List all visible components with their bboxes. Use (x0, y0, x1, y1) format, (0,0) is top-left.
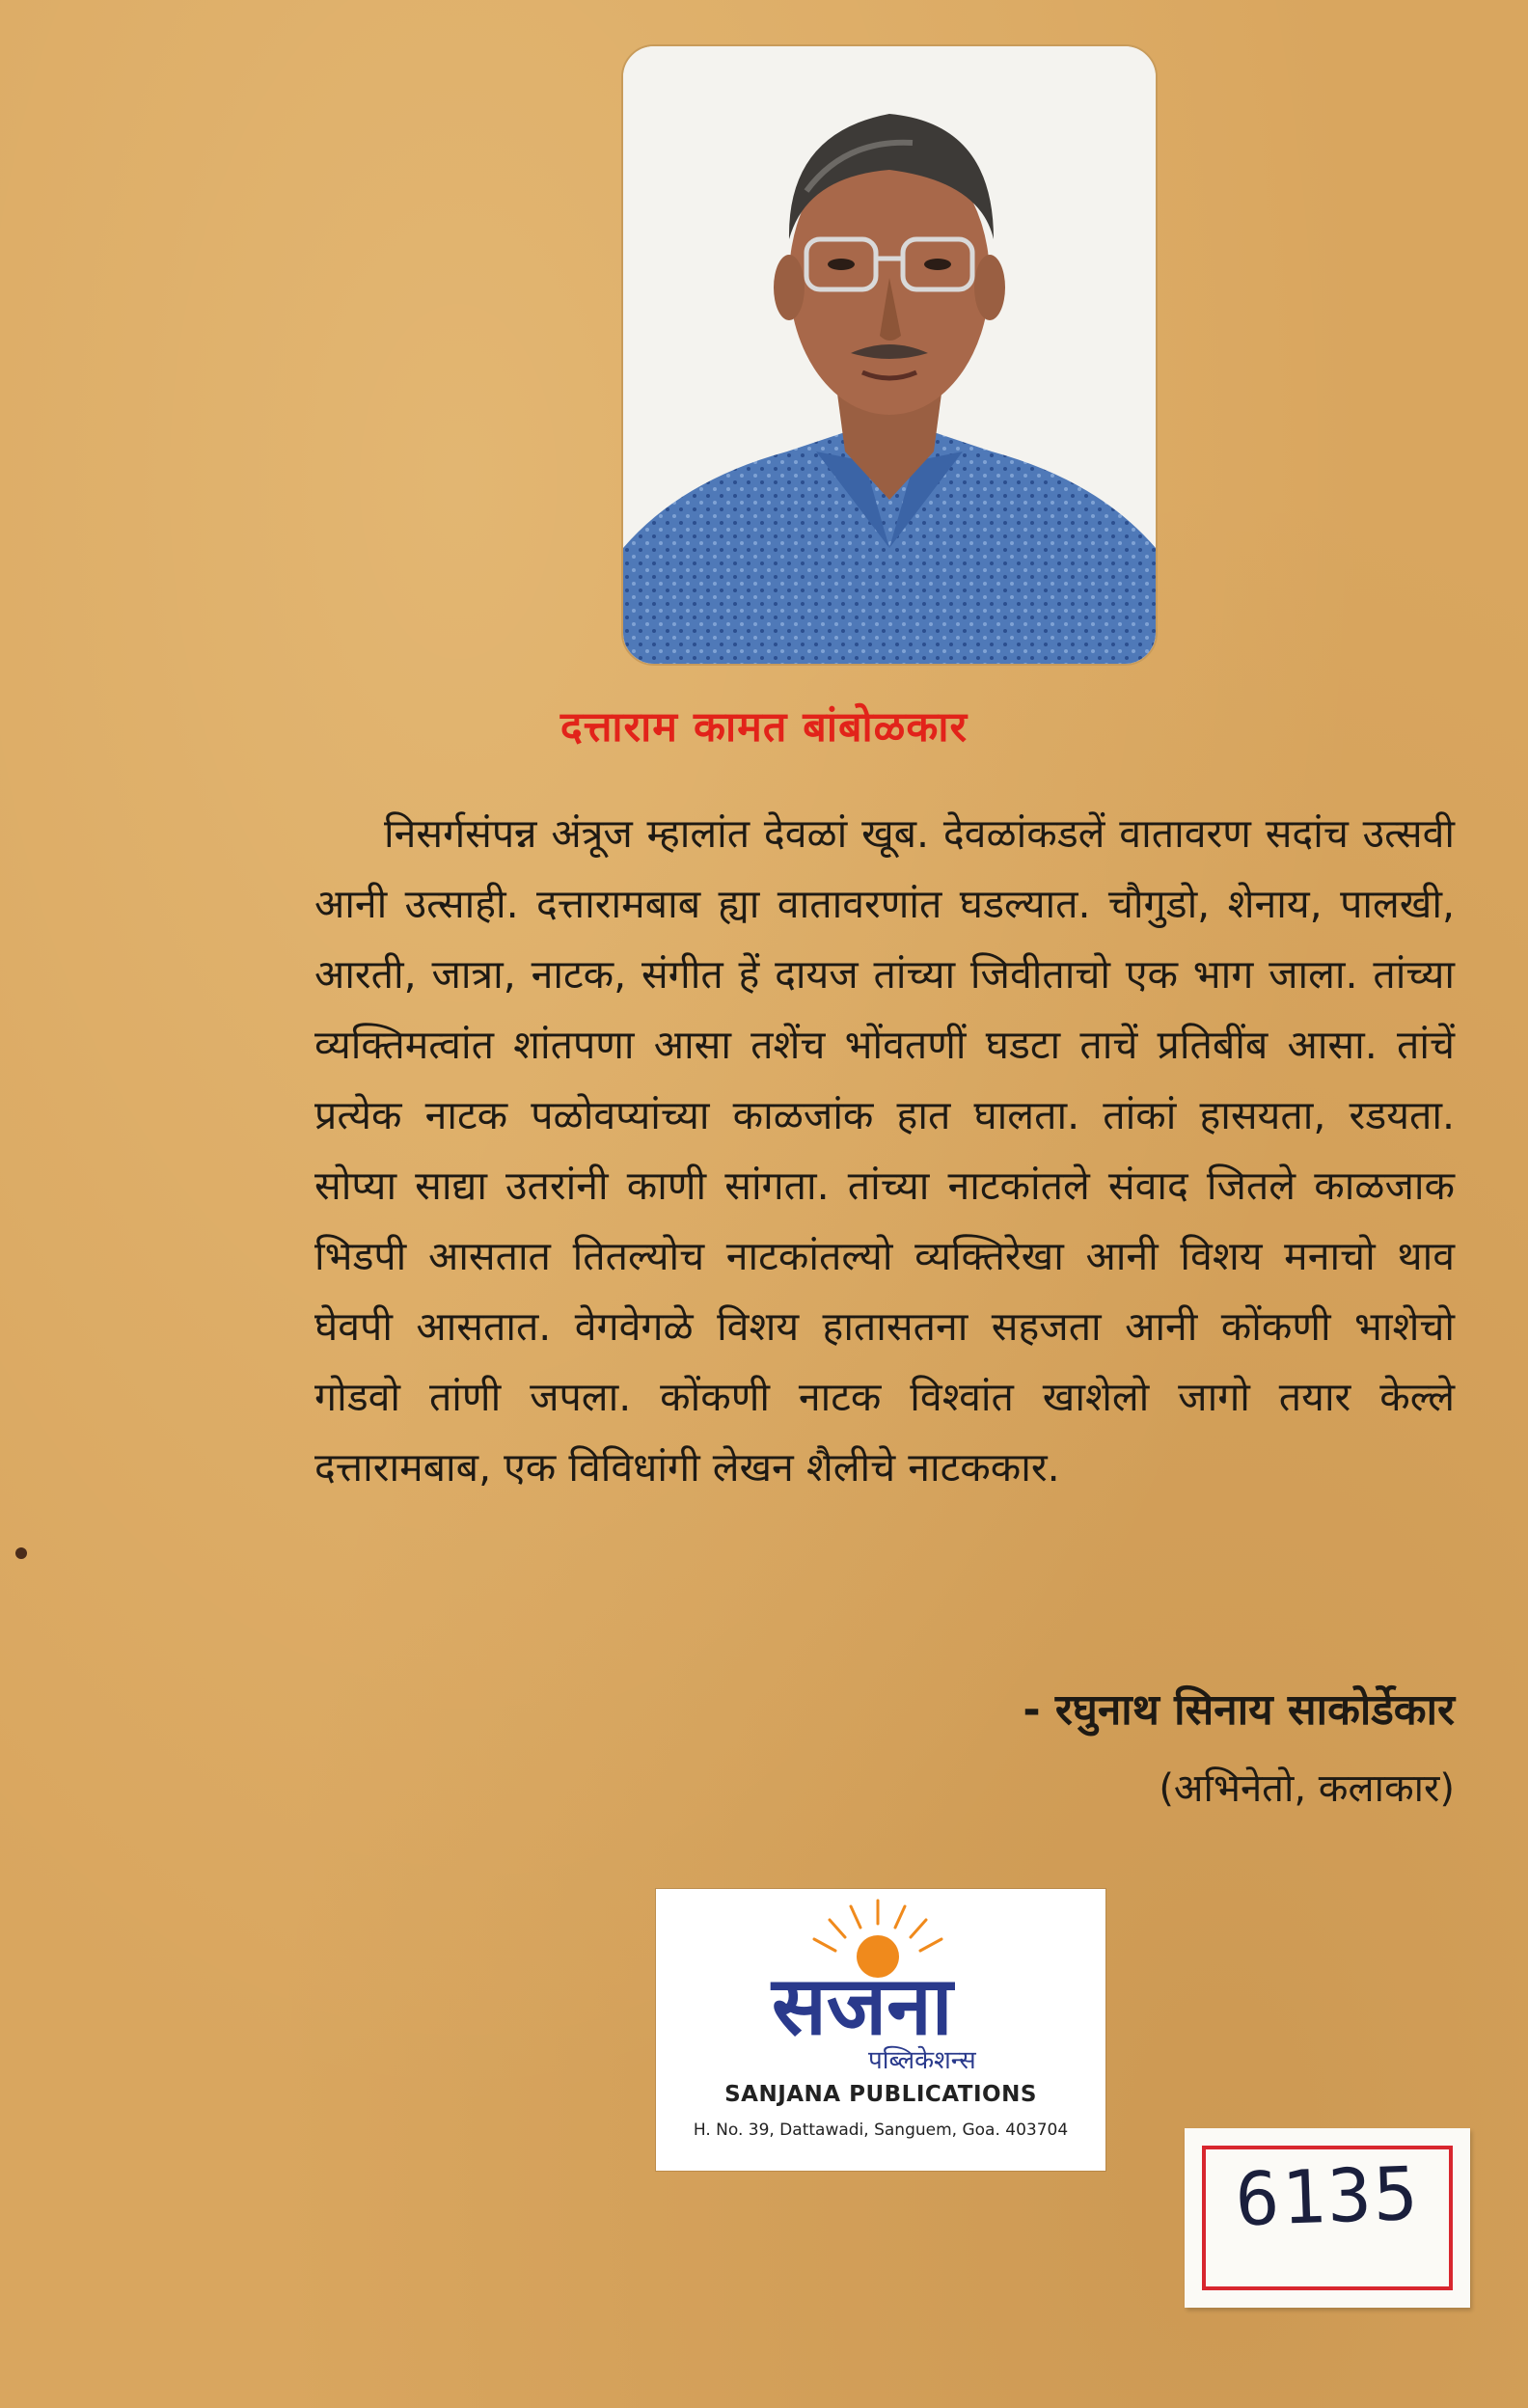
publisher-name: SANJANA PUBLICATIONS (724, 2082, 1037, 2107)
attribution-role: (अभिनेतो, कलाकार) (1159, 1766, 1455, 1811)
library-stamp (1185, 2128, 1470, 2308)
sanjana-logo (656, 1889, 1105, 2082)
author-photo (621, 44, 1158, 666)
publisher-address: H. No. 39, Dattawadi, Sanguem, Goa. 403704 (693, 2121, 1069, 2140)
logo-devanagari-text: सजना (772, 1958, 953, 2053)
blurb-paragraph: निसर्गसंपन्न अंत्रूज म्हालांत देवळां खूब. देवळांकडलें वातावरण सदांच उत्सवी आनी उत्साही. दत्तारामबाब ह्या वातावरणांत घडल्यात. चौगुडो, शेनाय, पालखी, आरती, जात्रा, नाटक, संगीत हें दायज तांच्या जिवीताचो एक भाग जाला. तांच्या व्यक्तिमत्वांत शांतपणा आसा तशेंच भोंवतणीं घडटा ताचें प्रतिबींब आसा. तांचें प्रत्येक नाटक पळोवप्यांच्या काळजांक हात घालता. तांकां हासयता, रडयता. सोप्या साद्या उतरांनी काणी सांगता. तांच्या नाटकांतले संवाद जितले काळजाक भिडपी आसतात तितल्योच नाटकांतल्यो व्यक्तिरेखा आनी विशय मनाचो थाव घेवपी आसतात. वेगवेगळे विशय हातासतना सहजता आनी कोंकणी भाशेचो गोडवो तांणी जपला. कोंकणी नाटक विश्वांत खाशेलो जागो तयार केल्ले दत्तारामबाब, एक विविधांगी लेखन शैलीचे नाटककार. (314, 810, 1455, 1491)
author-name: दत्ताराम कामत बांबोळकार (559, 703, 969, 752)
publisher-logo-box (656, 1889, 1105, 2171)
stamp-number: 6135 (1233, 2149, 1422, 2243)
ink-spot (15, 1547, 27, 1559)
logo-subtext: पब्लिकेशन्स (868, 2046, 976, 2075)
attribution-name: - रघुनाथ सिनाय साकोर्डेकार (1023, 1685, 1455, 1735)
